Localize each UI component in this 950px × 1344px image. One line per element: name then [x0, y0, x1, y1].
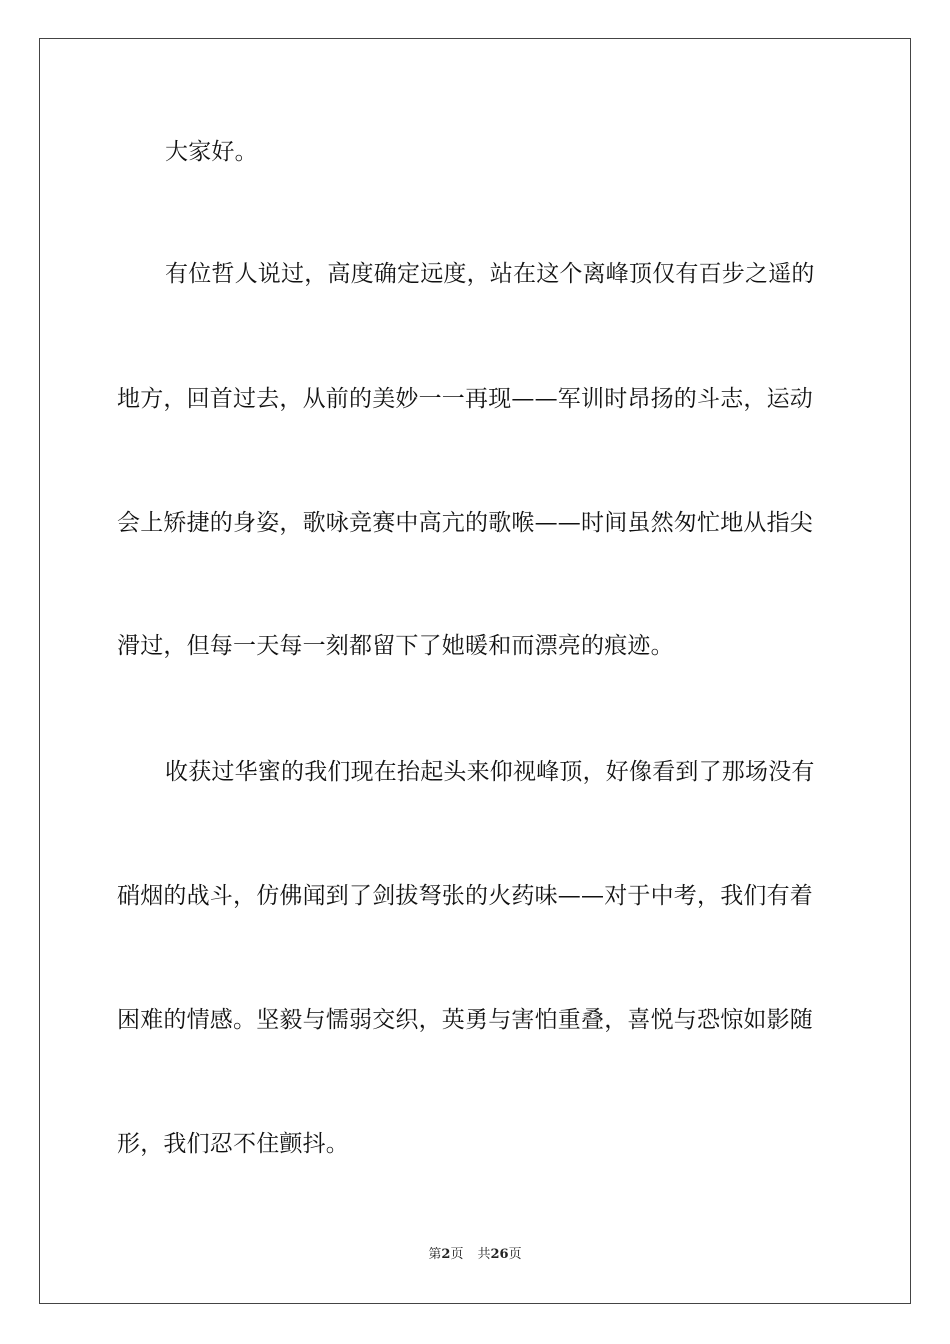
- paragraph-2-line-3: 会上矫捷的身姿，歌咏竞赛中高亢的歌喉——时间虽然匆忙地从指尖: [117, 510, 813, 536]
- total-suffix: 页: [508, 1247, 522, 1262]
- paragraph-2-line-4: 滑过，但每一天每一刻都留下了她暖和而漂亮的痕迹。: [117, 633, 674, 659]
- paragraph-1-line-1: 大家好。: [165, 139, 258, 165]
- paragraph-2-line-2: 地方，回首过去，从前的美妙一一再现——军训时昂扬的斗志，运动: [117, 386, 813, 412]
- page-footer: [0, 1246, 950, 1264]
- paragraph-3-line-3: 困难的情感。坚毅与懦弱交织，英勇与害怕重叠，喜悦与恐惊如影随: [117, 1007, 813, 1033]
- page-suffix: 页: [450, 1247, 464, 1262]
- page-prefix: 第: [428, 1247, 442, 1262]
- total-pages: 26: [490, 1247, 509, 1262]
- paragraph-3-line-4: 形，我们忍不住颤抖。: [117, 1131, 349, 1157]
- paragraph-3-line-2: 硝烟的战斗，仿佛闻到了剑拔弩张的火药味——对于中考，我们有着: [117, 883, 813, 909]
- paragraph-2-line-1: 有位哲人说过，高度确定远度，站在这个离峰顶仅有百步之遥的: [165, 261, 815, 287]
- paragraph-3-line-1: 收获过华蜜的我们现在抬起头来仰视峰顶，好像看到了那场没有: [165, 759, 815, 785]
- page-number: 2: [441, 1247, 451, 1262]
- page-frame: [39, 38, 911, 1304]
- total-prefix: 共: [477, 1247, 491, 1262]
